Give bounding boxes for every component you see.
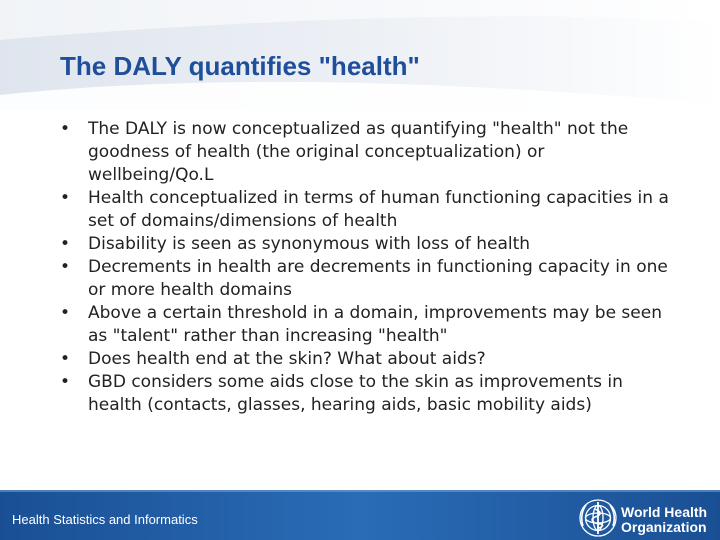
who-logo-line1: World Health [621, 504, 708, 520]
who-logo-line2: Organization [621, 519, 707, 535]
footer-title: Health Statistics and Informatics [12, 512, 198, 527]
bullet-item [60, 233, 670, 256]
bullet-marker: • [60, 257, 71, 277]
bullet-text: Disability is seen as synonymous with loss of health [88, 234, 531, 254]
bullet-marker: • [60, 234, 71, 254]
bullet-text: Above a certain threshold in a domain, improvements may be seen as "talent" rather than increasing "health" [88, 303, 662, 346]
who-logo-text [621, 505, 707, 535]
bullet-marker: • [60, 372, 71, 392]
bullet-marker: • [60, 188, 71, 208]
bullet-item [60, 118, 670, 187]
bullet-item [60, 348, 670, 371]
bullet-item [60, 187, 670, 233]
bullet-item [60, 371, 670, 417]
slide-title: The DALY quantifies "health" [60, 51, 420, 81]
bullet-item [60, 256, 670, 302]
bullet-text: GBD considers some aids close to the skin as improvements in health (contacts, glasses, hearing aids, basic mobility aids) [88, 372, 623, 415]
bullet-text: Health conceptualized in terms of human functioning capacities in a set of domains/dimensions of health [88, 188, 669, 231]
bullet-marker: • [60, 303, 71, 323]
bullet-marker: • [60, 349, 71, 369]
bullet-text: The DALY is now conceptualized as quantifying "health" not the goodness of health (the original conceptualization) or wellbeing/Qo.L [88, 119, 629, 185]
bullet-marker: • [60, 119, 71, 139]
bullet-text: Decrements in health are decrements in functioning capacity in one or more health domains [88, 257, 668, 300]
bullet-item [60, 302, 670, 348]
bullet-text: Does health end at the skin? What about aids? [88, 349, 486, 369]
bullet-list [60, 118, 670, 417]
